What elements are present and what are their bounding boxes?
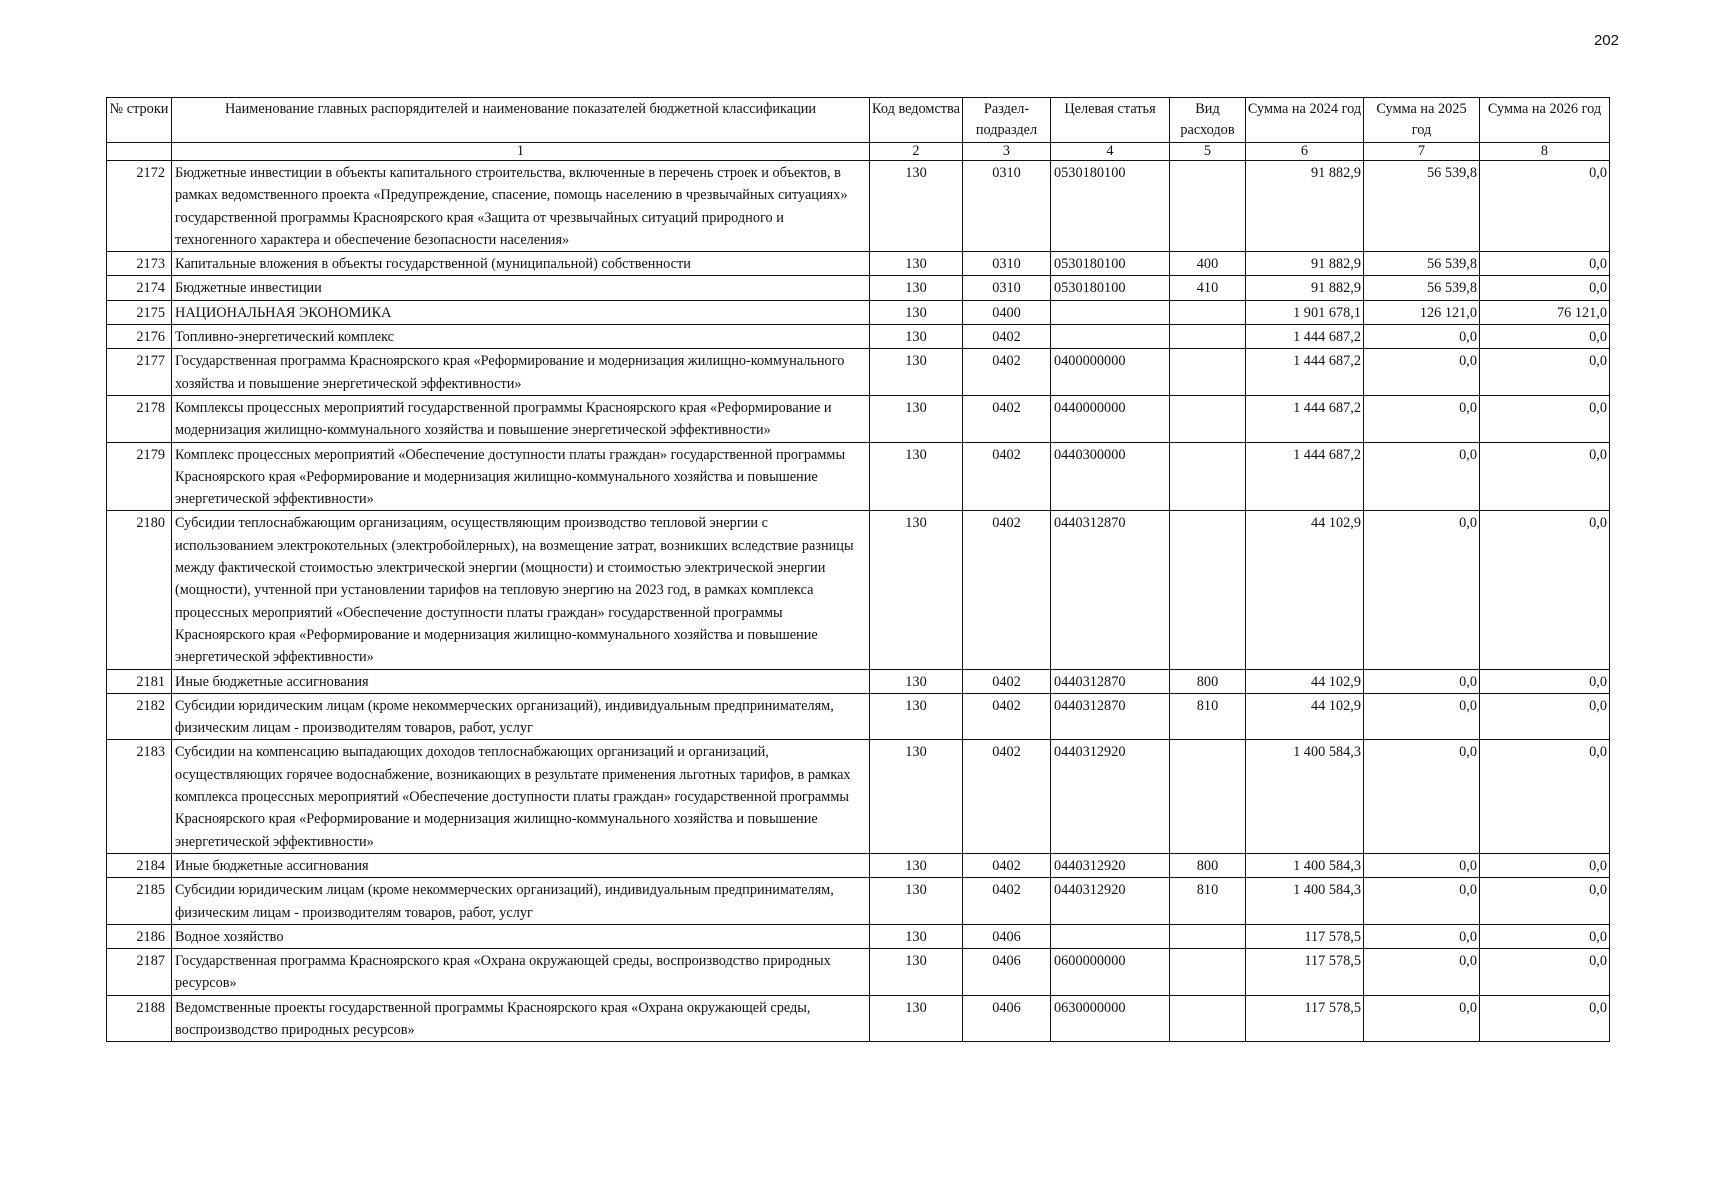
section-code-cell: 0310 — [963, 252, 1051, 276]
column-number-cell: 6 — [1246, 143, 1364, 161]
table-row — [107, 442, 1610, 511]
row-number-cell: 2178 — [107, 395, 172, 442]
amount-2026-cell: 0,0 — [1480, 276, 1610, 300]
row-number-cell: 2182 — [107, 693, 172, 740]
amount-2026-cell: 0,0 — [1480, 511, 1610, 669]
row-name-cell: Иные бюджетные ассигнования — [172, 853, 870, 877]
section-code-cell: 0402 — [963, 878, 1051, 925]
column-number-cell: 7 — [1364, 143, 1480, 161]
column-number-cell: 1 — [172, 143, 870, 161]
amount-2026-cell: 0,0 — [1480, 252, 1610, 276]
table-row — [107, 325, 1610, 349]
target-article-cell: 0440312920 — [1051, 878, 1170, 925]
amount-2026-cell: 0,0 — [1480, 161, 1610, 252]
amount-2024-cell: 117 578,5 — [1246, 949, 1364, 996]
row-number-cell: 2186 — [107, 924, 172, 948]
column-number-cell — [107, 143, 172, 161]
amount-2025-cell: 0,0 — [1364, 511, 1480, 669]
amount-2025-cell: 0,0 — [1364, 442, 1480, 511]
row-name-cell: Комплексы процессных мероприятий государственной программы Красноярского края «Реформирование и модернизация жилищно-коммунального хозяйства и повышение энергетической эффективности» — [172, 395, 870, 442]
table-row — [107, 395, 1610, 442]
amount-2024-cell: 1 901 678,1 — [1246, 300, 1364, 324]
amount-2024-cell: 91 882,9 — [1246, 252, 1364, 276]
department-code-cell: 130 — [870, 949, 963, 996]
row-number-cell: 2177 — [107, 349, 172, 396]
amount-2026-cell: 0,0 — [1480, 924, 1610, 948]
target-article-cell — [1051, 300, 1170, 324]
table-row — [107, 252, 1610, 276]
column-number-cell: 2 — [870, 143, 963, 161]
target-article-cell: 0530180100 — [1051, 276, 1170, 300]
amount-2024-cell: 44 102,9 — [1246, 511, 1364, 669]
amount-2024-cell: 44 102,9 — [1246, 693, 1364, 740]
row-name-cell: Капитальные вложения в объекты государственной (муниципальной) собственности — [172, 252, 870, 276]
department-code-cell: 130 — [870, 740, 963, 853]
row-name-cell: Государственная программа Красноярского края «Охрана окружающей среды, воспроизводство природных ресурсов» — [172, 949, 870, 996]
table-row — [107, 161, 1610, 252]
expense-type-cell — [1170, 924, 1246, 948]
amount-2024-cell: 1 400 584,3 — [1246, 878, 1364, 925]
target-article-cell: 0440000000 — [1051, 395, 1170, 442]
header-cell: № строки — [107, 98, 172, 143]
section-code-cell: 0310 — [963, 276, 1051, 300]
amount-2025-cell: 56 539,8 — [1364, 252, 1480, 276]
amount-2026-cell: 0,0 — [1480, 349, 1610, 396]
table-row — [107, 949, 1610, 996]
header-cell: Код ведомства — [870, 98, 963, 143]
target-article-cell: 0440300000 — [1051, 442, 1170, 511]
expense-type-cell — [1170, 995, 1246, 1042]
row-name-cell: Субсидии юридическим лицам (кроме некоммерческих организаций), индивидуальным предпринимателям, физическим лицам - производителям товаров, работ, услуг — [172, 693, 870, 740]
section-code-cell: 0402 — [963, 442, 1051, 511]
expense-type-cell — [1170, 740, 1246, 853]
target-article-cell: 0400000000 — [1051, 349, 1170, 396]
expense-type-cell — [1170, 395, 1246, 442]
row-number-cell: 2179 — [107, 442, 172, 511]
amount-2025-cell: 0,0 — [1364, 669, 1480, 693]
section-code-cell: 0402 — [963, 693, 1051, 740]
row-name-cell: Водное хозяйство — [172, 924, 870, 948]
row-name-cell: Субсидии на компенсацию выпадающих доходов теплоснабжающих организаций и организаций, осуществляющих горячее водоснабжение, возникающих в результате применения льготных тарифов, в рамках комплекса процессных мероприятий «Обеспечение доступности платы граждан» государственной программы Красноярского края «Реформирование и модернизация жилищно-коммунального хозяйства и повышение энергетической эффективности» — [172, 740, 870, 853]
row-name-cell: Государственная программа Красноярского края «Реформирование и модернизация жилищно-коммунального хозяйства и повышение энергетической эффективности» — [172, 349, 870, 396]
row-number-cell: 2184 — [107, 853, 172, 877]
row-name-cell: Топливно-энергетический комплекс — [172, 325, 870, 349]
column-number-cell: 8 — [1480, 143, 1610, 161]
department-code-cell: 130 — [870, 161, 963, 252]
amount-2026-cell: 0,0 — [1480, 853, 1610, 877]
section-code-cell: 0400 — [963, 300, 1051, 324]
section-code-cell: 0310 — [963, 161, 1051, 252]
amount-2026-cell: 0,0 — [1480, 949, 1610, 996]
table-row — [107, 276, 1610, 300]
target-article-cell: 0440312870 — [1051, 669, 1170, 693]
amount-2025-cell: 0,0 — [1364, 740, 1480, 853]
amount-2026-cell: 0,0 — [1480, 442, 1610, 511]
department-code-cell: 130 — [870, 252, 963, 276]
section-code-cell: 0402 — [963, 395, 1051, 442]
amount-2025-cell: 0,0 — [1364, 995, 1480, 1042]
amount-2025-cell: 56 539,8 — [1364, 161, 1480, 252]
amount-2026-cell: 76 121,0 — [1480, 300, 1610, 324]
expense-type-cell — [1170, 300, 1246, 324]
header-cell: Сумма на 2026 год — [1480, 98, 1610, 143]
amount-2026-cell: 0,0 — [1480, 395, 1610, 442]
page-number: 202 — [1593, 32, 1619, 49]
table-row — [107, 511, 1610, 669]
target-article-cell — [1051, 325, 1170, 349]
department-code-cell: 130 — [870, 693, 963, 740]
table-row — [107, 300, 1610, 324]
column-number-cell: 5 — [1170, 143, 1246, 161]
amount-2025-cell: 126 121,0 — [1364, 300, 1480, 324]
row-name-cell: Иные бюджетные ассигнования — [172, 669, 870, 693]
amount-2025-cell: 0,0 — [1364, 878, 1480, 925]
amount-2024-cell: 1 400 584,3 — [1246, 853, 1364, 877]
table-row — [107, 878, 1610, 925]
row-number-cell: 2187 — [107, 949, 172, 996]
amount-2025-cell: 0,0 — [1364, 924, 1480, 948]
expense-type-cell — [1170, 949, 1246, 996]
section-code-cell: 0402 — [963, 853, 1051, 877]
section-code-cell: 0406 — [963, 924, 1051, 948]
department-code-cell: 130 — [870, 395, 963, 442]
amount-2024-cell: 117 578,5 — [1246, 995, 1364, 1042]
expense-type-cell — [1170, 442, 1246, 511]
expense-type-cell — [1170, 161, 1246, 252]
amount-2024-cell: 44 102,9 — [1246, 669, 1364, 693]
target-article-cell: 0440312920 — [1051, 740, 1170, 853]
row-name-cell: Бюджетные инвестиции в объекты капитального строительства, включенные в перечень строек и объектов, в рамках ведомственного проекта «Предупреждение, спасение, помощь населению в чрезвычайных ситуациях» государственной программы Красноярского края «Защита от чрезвычайных ситуаций природного и техногенного характера и обеспечение безопасности населения» — [172, 161, 870, 252]
department-code-cell: 130 — [870, 349, 963, 396]
row-name-cell: НАЦИОНАЛЬНАЯ ЭКОНОМИКА — [172, 300, 870, 324]
expense-type-cell: 810 — [1170, 878, 1246, 925]
expense-type-cell: 800 — [1170, 669, 1246, 693]
target-article-cell: 0440312920 — [1051, 853, 1170, 877]
target-article-cell: 0440312870 — [1051, 511, 1170, 669]
amount-2024-cell: 1 444 687,2 — [1246, 325, 1364, 349]
amount-2024-cell: 117 578,5 — [1246, 924, 1364, 948]
department-code-cell: 130 — [870, 442, 963, 511]
row-number-cell: 2172 — [107, 161, 172, 252]
row-number-cell: 2181 — [107, 669, 172, 693]
amount-2025-cell: 0,0 — [1364, 693, 1480, 740]
table-row — [107, 349, 1610, 396]
department-code-cell: 130 — [870, 325, 963, 349]
section-code-cell: 0406 — [963, 949, 1051, 996]
amount-2024-cell: 1 444 687,2 — [1246, 442, 1364, 511]
table-row — [107, 693, 1610, 740]
expense-type-cell — [1170, 349, 1246, 396]
header-row — [107, 98, 1610, 143]
row-name-cell: Бюджетные инвестиции — [172, 276, 870, 300]
row-name-cell: Комплекс процессных мероприятий «Обеспечение доступности платы граждан» государственной программы Красноярского края «Реформирование и модернизация жилищно-коммунального хозяйства и повышение энергетической эффективности» — [172, 442, 870, 511]
target-article-cell: 0530180100 — [1051, 161, 1170, 252]
amount-2026-cell: 0,0 — [1480, 878, 1610, 925]
table-row — [107, 740, 1610, 853]
section-code-cell: 0402 — [963, 511, 1051, 669]
target-article-cell: 0630000000 — [1051, 995, 1170, 1042]
amount-2026-cell: 0,0 — [1480, 995, 1610, 1042]
table-row — [107, 669, 1610, 693]
header-cell: Сумма на 2025 год — [1364, 98, 1480, 143]
row-number-cell: 2174 — [107, 276, 172, 300]
column-number-cell: 4 — [1051, 143, 1170, 161]
row-name-cell: Ведомственные проекты государственной программы Красноярского края «Охрана окружающей среды, воспроизводство природных ресурсов» — [172, 995, 870, 1042]
expense-type-cell: 410 — [1170, 276, 1246, 300]
expense-type-cell: 800 — [1170, 853, 1246, 877]
table-row — [107, 853, 1610, 877]
amount-2025-cell: 0,0 — [1364, 325, 1480, 349]
section-code-cell: 0402 — [963, 669, 1051, 693]
amount-2025-cell: 0,0 — [1364, 949, 1480, 996]
row-number-cell: 2183 — [107, 740, 172, 853]
amount-2024-cell: 1 400 584,3 — [1246, 740, 1364, 853]
header-cell: Целевая статья — [1051, 98, 1170, 143]
column-number-cell: 3 — [963, 143, 1051, 161]
header-cell: Вид расходов — [1170, 98, 1246, 143]
target-article-cell — [1051, 924, 1170, 948]
amount-2025-cell: 0,0 — [1364, 853, 1480, 877]
amount-2024-cell: 1 444 687,2 — [1246, 349, 1364, 396]
amount-2025-cell: 0,0 — [1364, 395, 1480, 442]
amount-2025-cell: 56 539,8 — [1364, 276, 1480, 300]
row-number-cell: 2176 — [107, 325, 172, 349]
target-article-cell: 0440312870 — [1051, 693, 1170, 740]
amount-2024-cell: 91 882,9 — [1246, 276, 1364, 300]
table-body — [107, 161, 1610, 1042]
amount-2026-cell: 0,0 — [1480, 740, 1610, 853]
table-row — [107, 924, 1610, 948]
row-name-cell: Субсидии юридическим лицам (кроме некоммерческих организаций), индивидуальным предпринимателям, физическим лицам - производителям товаров, работ, услуг — [172, 878, 870, 925]
expense-type-cell: 810 — [1170, 693, 1246, 740]
row-number-cell: 2188 — [107, 995, 172, 1042]
row-number-cell: 2180 — [107, 511, 172, 669]
header-cell: Раздел-подраздел — [963, 98, 1051, 143]
amount-2024-cell: 91 882,9 — [1246, 161, 1364, 252]
department-code-cell: 130 — [870, 878, 963, 925]
row-number-cell: 2185 — [107, 878, 172, 925]
target-article-cell: 0600000000 — [1051, 949, 1170, 996]
amount-2026-cell: 0,0 — [1480, 669, 1610, 693]
row-number-cell: 2173 — [107, 252, 172, 276]
row-number-cell: 2175 — [107, 300, 172, 324]
expense-type-cell: 400 — [1170, 252, 1246, 276]
table-row — [107, 995, 1610, 1042]
department-code-cell: 130 — [870, 995, 963, 1042]
header-cell: Наименование главных распорядителей и наименование показателей бюджетной классификации — [172, 98, 870, 143]
section-code-cell: 0402 — [963, 740, 1051, 853]
department-code-cell: 130 — [870, 924, 963, 948]
section-code-cell: 0406 — [963, 995, 1051, 1042]
expense-type-cell — [1170, 325, 1246, 349]
section-code-cell: 0402 — [963, 325, 1051, 349]
budget-table — [106, 97, 1610, 1042]
amount-2026-cell: 0,0 — [1480, 693, 1610, 740]
department-code-cell: 130 — [870, 300, 963, 324]
amount-2026-cell: 0,0 — [1480, 325, 1610, 349]
header-cell: Сумма на 2024 год — [1246, 98, 1364, 143]
amount-2024-cell: 1 444 687,2 — [1246, 395, 1364, 442]
section-code-cell: 0402 — [963, 349, 1051, 396]
expense-type-cell — [1170, 511, 1246, 669]
department-code-cell: 130 — [870, 276, 963, 300]
department-code-cell: 130 — [870, 853, 963, 877]
department-code-cell: 130 — [870, 669, 963, 693]
column-number-row — [107, 143, 1610, 161]
amount-2025-cell: 0,0 — [1364, 349, 1480, 396]
target-article-cell: 0530180100 — [1051, 252, 1170, 276]
row-name-cell: Субсидии теплоснабжающим организациям, осуществляющим производство тепловой энергии с использованием электрокотельных (электробойлерных), на возмещение затрат, возникших вследствие разницы между фактической стоимостью электрической энергии (мощности) и стоимостью электрической энергии (мощности), учтенной при установлении тарифов на тепловую энергию на 2023 год, в рамках комплекса процессных мероприятий «Обеспечение доступности платы граждан» государственной программы Красноярского края «Реформирование и модернизация жилищно-коммунального хозяйства и повышение энергетической эффективности» — [172, 511, 870, 669]
department-code-cell: 130 — [870, 511, 963, 669]
